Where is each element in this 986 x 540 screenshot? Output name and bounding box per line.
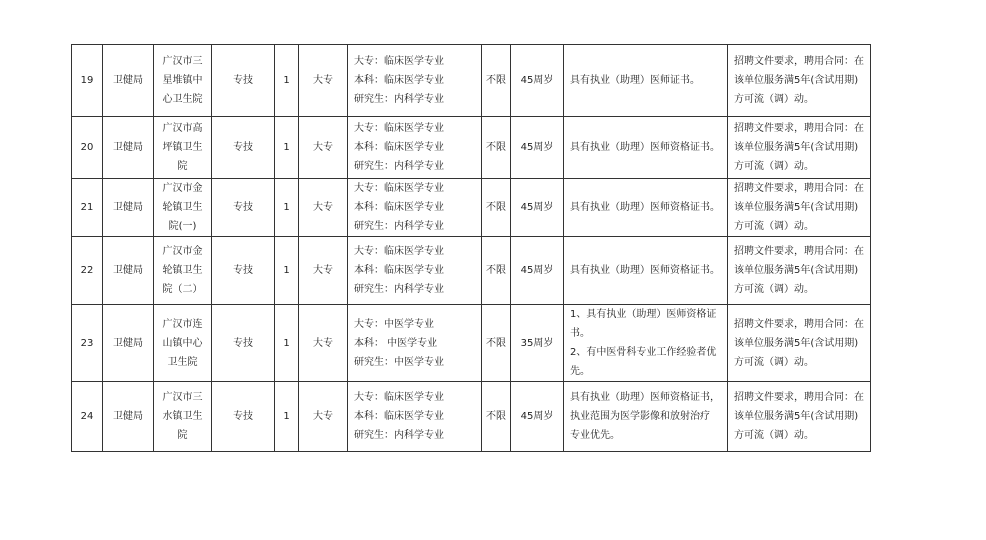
major-cell-line: 研究生：内科学专业 bbox=[354, 161, 444, 172]
major-cell-line: 大专：临床医学专业 bbox=[354, 183, 444, 194]
major-cell bbox=[348, 237, 482, 305]
major-cell-line: 研究生：内科学专业 bbox=[354, 430, 444, 441]
position-type-cell: 专技 bbox=[212, 237, 275, 305]
major-cell-line: 本科：临床医学专业 bbox=[354, 265, 444, 276]
major-cell bbox=[348, 179, 482, 237]
notes-cell-line: 该单位服务满5年(含试用期) bbox=[734, 337, 859, 349]
major-cell bbox=[348, 45, 482, 117]
table-row bbox=[72, 179, 871, 237]
table-row bbox=[72, 117, 871, 179]
requirements-cell-line: 具有执业（助理）医师资格证书。 bbox=[570, 265, 720, 276]
unit-cell-line: 卫生院 bbox=[167, 356, 198, 368]
position-type-cell: 专技 bbox=[212, 179, 275, 237]
major-cell-line: 研究生：中医学专业 bbox=[354, 356, 444, 368]
unit-cell-line: 星堆镇中 bbox=[162, 75, 203, 86]
requirements-cell bbox=[564, 45, 728, 117]
requirements-cell-line: 具有执业（助理）医师资格证书。 bbox=[570, 142, 720, 153]
major-cell-line: 本科：临床医学专业 bbox=[354, 411, 444, 422]
unit-cell bbox=[154, 117, 212, 179]
unit-cell bbox=[154, 382, 212, 452]
requirements-cell-line: 执业范围为医学影像和放射治疗 bbox=[570, 411, 710, 422]
major-cell bbox=[348, 382, 482, 452]
education-cell: 大专 bbox=[299, 45, 348, 117]
row-number: 24 bbox=[72, 382, 103, 452]
position-type-cell: 专技 bbox=[212, 382, 275, 452]
requirements-cell-line: 书。 bbox=[570, 328, 590, 339]
notes-cell-line: 招聘文件要求，聘用合同：在 bbox=[734, 123, 864, 134]
notes-cell-line: 该单位服务满5年(含试用期) bbox=[734, 411, 859, 422]
unit-cell-line: 广汉市金 bbox=[162, 246, 203, 257]
requirements-cell bbox=[564, 237, 728, 305]
age-cell: 35周岁 bbox=[511, 305, 564, 382]
department-cell: 卫健局 bbox=[103, 117, 154, 179]
education-cell: 大专 bbox=[299, 117, 348, 179]
major-cell-line: 本科： 中医学专业 bbox=[354, 337, 438, 349]
notes-cell-line: 招聘文件要求，聘用合同：在 bbox=[734, 183, 864, 194]
major-cell-line: 大专：临床医学专业 bbox=[354, 56, 444, 67]
department-cell: 卫健局 bbox=[103, 45, 154, 117]
notes-cell-line: 方可流（调）动。 bbox=[734, 284, 814, 295]
notes-cell bbox=[728, 179, 871, 237]
requirements-cell bbox=[564, 179, 728, 237]
notes-cell bbox=[728, 237, 871, 305]
unit-cell-line: 轮镇卫生 bbox=[162, 202, 203, 213]
education-cell: 大专 bbox=[299, 237, 348, 305]
major-cell-line: 本科：临床医学专业 bbox=[354, 202, 444, 213]
headcount-cell: 1 bbox=[275, 45, 299, 117]
unit-cell-line: 山镇中心 bbox=[162, 337, 203, 349]
headcount-cell: 1 bbox=[275, 179, 299, 237]
unit-cell-line: 广汉市三 bbox=[162, 392, 203, 403]
notes-cell-line: 该单位服务满5年(含试用期) bbox=[734, 75, 859, 86]
unit-cell-line: 广汉市三 bbox=[162, 56, 203, 67]
unit-cell-line: 水镇卫生 bbox=[162, 411, 203, 422]
gender-cell: 不限 bbox=[482, 179, 511, 237]
major-cell-line: 研究生：内科学专业 bbox=[354, 94, 444, 105]
notes-cell bbox=[728, 45, 871, 117]
row-number: 23 bbox=[72, 305, 103, 382]
unit-cell-line: 坪镇卫生 bbox=[162, 142, 203, 153]
major-cell-line: 大专：临床医学专业 bbox=[354, 246, 444, 257]
unit-cell bbox=[154, 305, 212, 382]
notes-cell-line: 该单位服务满5年(含试用期) bbox=[734, 265, 859, 276]
notes-cell bbox=[728, 305, 871, 382]
age-cell: 45周岁 bbox=[511, 237, 564, 305]
unit-cell-line: 广汉市高 bbox=[162, 123, 203, 134]
notes-cell-line: 招聘文件要求，聘用合同：在 bbox=[734, 246, 864, 257]
notes-cell-line: 方可流（调）动。 bbox=[734, 356, 814, 368]
gender-cell: 不限 bbox=[482, 117, 511, 179]
education-cell: 大专 bbox=[299, 382, 348, 452]
requirements-cell-line: 先。 bbox=[570, 366, 590, 377]
unit-cell bbox=[154, 45, 212, 117]
requirements-cell-line: 1、具有执业（助理）医师资格证 bbox=[570, 309, 717, 320]
requirements-cell-line: 具有执业（助理）医师证书。 bbox=[570, 75, 700, 86]
education-cell: 大专 bbox=[299, 179, 348, 237]
department-cell: 卫健局 bbox=[103, 305, 154, 382]
department-cell: 卫健局 bbox=[103, 179, 154, 237]
major-cell-line: 本科：临床医学专业 bbox=[354, 142, 444, 153]
table-row bbox=[72, 45, 871, 117]
age-cell: 45周岁 bbox=[511, 117, 564, 179]
unit-cell-line: 院（二） bbox=[162, 284, 203, 295]
notes-cell-line: 该单位服务满5年(含试用期) bbox=[734, 142, 859, 153]
education-cell: 大专 bbox=[299, 305, 348, 382]
requirements-cell bbox=[564, 117, 728, 179]
major-cell bbox=[348, 117, 482, 179]
gender-cell: 不限 bbox=[482, 45, 511, 117]
notes-cell-line: 方可流（调）动。 bbox=[734, 430, 814, 441]
unit-cell-line: 院 bbox=[177, 430, 188, 441]
unit-cell-line: 广汉市金 bbox=[162, 183, 203, 194]
unit-cell-line: 心卫生院 bbox=[162, 94, 203, 105]
department-cell: 卫健局 bbox=[103, 237, 154, 305]
department-cell: 卫健局 bbox=[103, 382, 154, 452]
unit-cell-line: 广汉市连 bbox=[162, 318, 203, 330]
row-number: 20 bbox=[72, 117, 103, 179]
headcount-cell: 1 bbox=[275, 117, 299, 179]
table-row bbox=[72, 237, 871, 305]
unit-cell-line: 院(一) bbox=[168, 221, 197, 232]
unit-cell-line: 院 bbox=[177, 161, 188, 172]
requirements-cell-line: 2、有中医骨科专业工作经验者优 bbox=[570, 347, 717, 358]
gender-cell: 不限 bbox=[482, 382, 511, 452]
notes-cell bbox=[728, 117, 871, 179]
gender-cell: 不限 bbox=[482, 305, 511, 382]
requirements-cell-line: 具有执业（助理）医师资格证书。 bbox=[570, 202, 720, 213]
notes-cell-line: 招聘文件要求，聘用合同：在 bbox=[734, 392, 864, 403]
notes-cell-line: 方可流（调）动。 bbox=[734, 221, 814, 232]
notes-cell bbox=[728, 382, 871, 452]
notes-cell-line: 方可流（调）动。 bbox=[734, 94, 814, 105]
unit-cell-line: 轮镇卫生 bbox=[162, 265, 203, 276]
headcount-cell: 1 bbox=[275, 237, 299, 305]
headcount-cell: 1 bbox=[275, 382, 299, 452]
table-row bbox=[72, 382, 871, 452]
position-type-cell: 专技 bbox=[212, 117, 275, 179]
age-cell: 45周岁 bbox=[511, 179, 564, 237]
major-cell-line: 大专：临床医学专业 bbox=[354, 392, 444, 403]
unit-cell bbox=[154, 237, 212, 305]
age-cell: 45周岁 bbox=[511, 45, 564, 117]
requirements-cell-line: 专业优先。 bbox=[570, 430, 620, 441]
position-type-cell: 专技 bbox=[212, 45, 275, 117]
notes-cell-line: 方可流（调）动。 bbox=[734, 161, 814, 172]
headcount-cell: 1 bbox=[275, 305, 299, 382]
table-row bbox=[72, 305, 871, 382]
gender-cell: 不限 bbox=[482, 237, 511, 305]
notes-cell-line: 招聘文件要求，聘用合同：在 bbox=[734, 56, 864, 67]
major-cell-line: 大专：中医学专业 bbox=[354, 318, 434, 330]
notes-cell-line: 该单位服务满5年(含试用期) bbox=[734, 202, 859, 213]
requirements-cell bbox=[564, 305, 728, 382]
requirements-cell-line: 具有执业（助理）医师资格证书， bbox=[570, 392, 720, 403]
row-number: 22 bbox=[72, 237, 103, 305]
recruitment-table bbox=[71, 44, 871, 452]
major-cell-line: 大专：临床医学专业 bbox=[354, 123, 444, 134]
age-cell: 45周岁 bbox=[511, 382, 564, 452]
notes-cell-line: 招聘文件要求，聘用合同：在 bbox=[734, 318, 864, 330]
major-cell bbox=[348, 305, 482, 382]
row-number: 21 bbox=[72, 179, 103, 237]
position-type-cell: 专技 bbox=[212, 305, 275, 382]
unit-cell bbox=[154, 179, 212, 237]
major-cell-line: 研究生：内科学专业 bbox=[354, 284, 444, 295]
major-cell-line: 本科：临床医学专业 bbox=[354, 75, 444, 86]
row-number: 19 bbox=[72, 45, 103, 117]
requirements-cell bbox=[564, 382, 728, 452]
major-cell-line: 研究生：内科学专业 bbox=[354, 221, 444, 232]
